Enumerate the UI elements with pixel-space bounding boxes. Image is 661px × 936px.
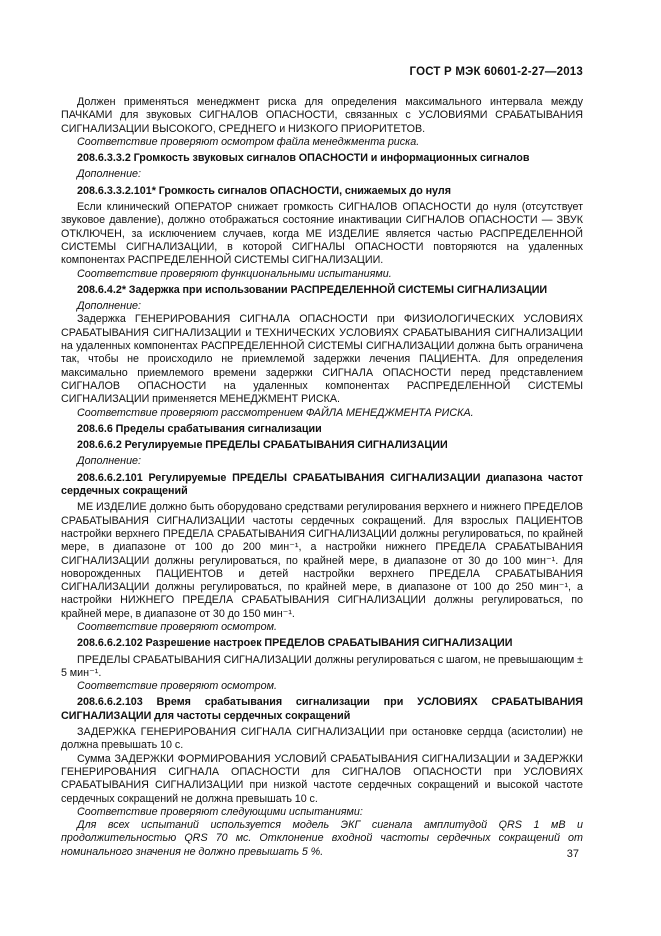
paragraph-alarm-delay-sum: Сумма ЗАДЕРЖКИ ФОРМИРОВАНИЯ УСЛОВИЙ СРАБАТЫВАНИЯ СИГНАЛИЗАЦИИ и ЗАДЕРЖКИ ГЕНЕРИРОВАНИЯ СИГНАЛА ОПАСНОСТИ для СИГНАЛОВ ОПАСНОСТИ при УСЛОВИЯХ СРАБАТЫВАНИЯ СИГНАЛИЗАЦИИ при низкой частоте сердечных сокращений и высокой частоте сердечных сокращений не должна превышать 10 с. xyxy=(61,752,583,805)
paragraph-heart-rate-limits: МЕ ИЗДЕЛИЕ должно быть оборудовано средствами регулирования верхнего и нижнего ПРЕДЕЛОВ СРАБАТЫВАНИЯ СИГНАЛИЗАЦИИ частоты сердечных сокращений. Для взрослых ПАЦИЕНТОВ настройки верхнего ПРЕДЕЛА СРАБАТЫВАНИЯ СИГНАЛИЗАЦИИ должны регулироваться, по крайней мере, в диапазоне от 100 до 200 мин⁻¹, а настройки нижнего ПРЕДЕЛА СРАБАТЫВАНИЯ СИГНАЛИЗАЦИИ должны регулироваться, по крайней мере, в диапазоне от 30 до 100 мин⁻¹. Для новорожденных ПАЦИЕНТОВ и детей настройки верхнего ПРЕДЕЛА СРАБАТЫВАНИЯ СИГНАЛИЗАЦИИ должны регулироваться, по крайней мере, в диапазоне от 100 до 250 мин⁻¹, а настройки НИЖНЕГО ПРЕДЕЛА СРАБАТЫВАНИЯ СИГНАЛИЗАЦИИ должны регулироваться, по крайней мере, в диапазоне от 30 до 150 мин⁻¹. xyxy=(61,501,583,620)
section-heading-208-6-6-2-101: 208.6.6.2.101 Регулируемые ПРЕДЕЛЫ СРАБАТЫВАНИЯ СИГНАЛИЗАЦИИ диапазона частот сердечных сокращений xyxy=(61,471,583,498)
section-heading-208-6-6-2-103: 208.6.6.2.103 Время срабатывания сигнализации при УСЛОВИЯХ СРАБАТЫВАНИЯ СИГНАЛИЗАЦИИ для частоты сердечных сокращений xyxy=(61,696,583,722)
page-number: 37 xyxy=(566,848,579,860)
paragraph-risk-management: Должен применяться менеджмент риска для определения максимального интервала между ПАЧКАМИ для звуковых СИГНАЛОВ ОПАСНОСТИ, связанных с УСЛОВИЯМИ СРАБАТЫВАНИЯ СИГНАЛИЗАЦИИ ВЫСОКОГО, СРЕДНЕГО и НИЗКОГО ПРИОРИТЕТОВ. xyxy=(61,96,583,135)
compliance-note: Соответствие проверяют функциональными испытаниями. xyxy=(77,267,392,280)
document-header: ГОСТ Р МЭК 60601-2-27—2013 xyxy=(409,66,583,78)
compliance-note: Соответствие проверяют осмотром. xyxy=(77,620,277,633)
section-heading-208-6-6-2-102: 208.6.6.2.102 Разрешение настроек ПРЕДЕЛОВ СРАБАТЫВАНИЯ СИГНАЛИЗАЦИИ xyxy=(77,637,513,650)
paragraph-asystole-delay: ЗАДЕРЖКА ГЕНЕРИРОВАНИЯ СИГНАЛА СИГНАЛИЗАЦИИ при остановке сердца (асистолии) не должна превышать 10 с. xyxy=(61,726,583,752)
section-heading-208-6-6-2: 208.6.6.2 Регулируемые ПРЕДЕЛЫ СРАБАТЫВАНИЯ СИГНАЛИЗАЦИИ xyxy=(77,439,448,452)
compliance-note: Соответствие проверяют следующими испытаниями: xyxy=(77,805,363,818)
document-body xyxy=(61,96,583,859)
addendum-label: Дополнение: xyxy=(77,455,142,468)
section-heading-208-6-3-3-2: 208.6.3.3.2 Громкость звуковых сигналов ОПАСНОСТИ и информационных сигналов xyxy=(77,152,530,165)
compliance-note: Соответствие проверяют осмотром файла менеджмента риска. xyxy=(77,135,420,148)
compliance-note: Соответствие проверяют осмотром. xyxy=(77,680,277,693)
addendum-label: Дополнение: xyxy=(77,300,142,313)
addendum-label: Дополнение: xyxy=(77,168,142,181)
compliance-note: Соответствие проверяют рассмотрением ФАЙЛА МЕНЕДЖМЕНТА РИСКА. xyxy=(77,406,474,419)
section-heading-208-6-6: 208.6.6 Пределы срабатывания сигнализации xyxy=(77,422,322,435)
paragraph-volume-zero: Если клинический ОПЕРАТОР снижает громкость СИГНАЛОВ ОПАСНОСТИ до нуля (отсутствует звуковое давление), должно отображаться состояние инактивации СИГНАЛОВ ОПАСНОСТИ — ЗВУК ОТКЛЮЧЕН, за исключением случаев, когда МЕ ИЗДЕЛИЕ является частью РАСПРЕДЕЛЕННОЙ СИСТЕМЫ СИГНАЛИЗАЦИИ, в которой СИГНАЛЫ ОПАСНОСТИ повторяются на удаленных компонентах РАСПРЕДЕЛЕННОЙ СИСТЕМЫ СИГНАЛИЗАЦИИ. xyxy=(61,201,583,267)
paragraph-distributed-delay: Задержка ГЕНЕРИРОВАНИЯ СИГНАЛА ОПАСНОСТИ при ФИЗИОЛОГИЧЕСКИХ УСЛОВИЯХ СРАБАТЫВАНИЯ СИГНАЛИЗАЦИИ и ТЕХНИЧЕСКИХ УСЛОВИЯХ СРАБАТЫВАНИЯ СИГНАЛИЗАЦИИ на удаленных компонентах РАСПРЕДЕЛЕННОЙ СИСТЕМЫ СИГНАЛИЗАЦИИ должна быть ограничена так, чтобы не происходило не приемлемой задержки лечения ПАЦИЕНТА. Для определения максимально приемлемого времени задержки СИГНАЛА ОПАСНОСТИ перед представлением СИГНАЛОВ ОПАСНОСТИ на удаленных компонентах РАСПРЕДЕЛЕННОЙ СИСТЕМЫ СИГНАЛИЗАЦИИ применяется МЕНЕДЖМЕНТ РИСКА. xyxy=(61,313,583,406)
paragraph-limit-resolution: ПРЕДЕЛЫ СРАБАТЫВАНИЯ СИГНАЛИЗАЦИИ должны регулироваться с шагом, не превышающим ± 5 мин⁻¹. xyxy=(61,653,583,679)
section-heading-208-6-3-3-2-101: 208.6.3.3.2.101* Громкость сигналов ОПАСНОСТИ, снижаемых до нуля xyxy=(77,184,451,197)
section-heading-208-6-4-2: 208.6.4.2* Задержка при использовании РАСПРЕДЕЛЕННОЙ СИСТЕМЫ СИГНАЛИЗАЦИИ xyxy=(77,283,548,296)
paragraph-test-conditions: Для всех испытаний используется модель ЭКГ сигнала амплитудой QRS 1 мВ и продолжительностью QRS 70 мс. Отклонение входной частоты сердечных сокращений от номинального значения не должно превышать 5 %. xyxy=(61,819,583,858)
